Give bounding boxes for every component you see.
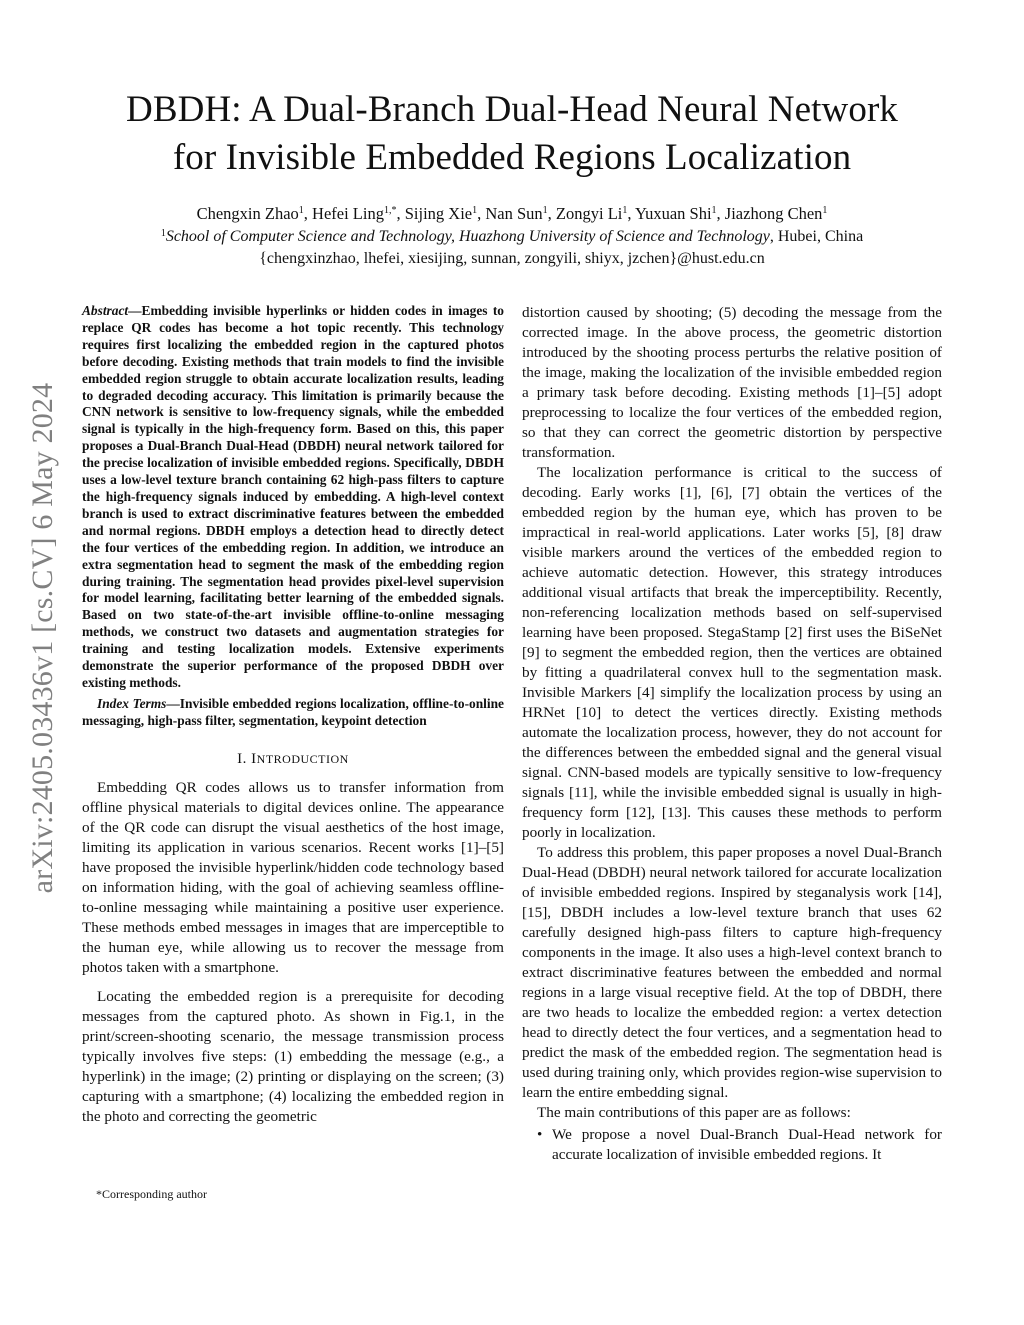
index-terms-label: Index Terms bbox=[97, 695, 167, 711]
body-paragraph: The localization performance is critical to the success of decoding. Early works [1], [6], [7] obtain the vertices of the embedded region by the human eye, which has proven to be impractical in real-world applications. Later works [5], [8] draw visible markers around the vertices of the embedded region to achieve automatic detection. However, this strategy introduces additional visual artifacts that break the imperceptibility. Recently, non-referencing localization methods based on self-supervised learning have been proposed. StegaStamp [2] first uses the BiSeNet [9] to segment the embedded region, then the vertices are obtained by fitting a quadrilateral convex hull to the segmentation mask. Invisible Markers [4] simplify the localization process by using an HRNet [10] to detect the vertices directly. Existing methods automate the localization process, however, they do not account for the differences between the embedded signal and the general visual signal. CNN-based models are typically sensitive to low-frequency signals [11], while the invisible embedded signal is usually in high-frequency form [12], [13]. This causes these methods to perform poorly in localization. bbox=[522, 464, 942, 841]
index-terms-text: —Invisible embedded regions localization, offline-to-online messaging, high-pass filter, segmentation, keypoint detection bbox=[82, 695, 504, 728]
paper-title bbox=[0, 86, 1024, 182]
list-item: • We propose a novel Dual-Branch Dual-Head network for accurate localization of invisible embedded regions. It bbox=[537, 1126, 942, 1163]
body-paragraph: distortion caused by shooting; (5) decoding the message from the corrected image. In the above process, the geometric distortion introduced by the shooting process perturbs the relative position of the image, making the localization of the invisible embedded region a primary task before decoding. Existing methods [1]–[5] adopt preprocessing to localize the four vertices of the embedded region, so that they can correct the geometric distortion by perspective transformation. bbox=[522, 304, 942, 461]
contributions-list bbox=[522, 1125, 942, 1165]
abstract-text: —Embedding invisible hyperlinks or hidden codes in images to replace QR codes has become a hot topic recently. This technology requires first localizing the embedded region in the captured photos before decoding. Existing methods that train models to find the invisible embedded region struggle to obtain accurate localization results, leading to degraded decoding accuracy. This limitation is primarily because the CNN network is sensitive to low-frequency signals, while the embedded signal is typically in the high-frequency form. Based on this, this paper proposes a Dual-Branch Dual-Head (DBDH) neural network tailored for the precise localization of invisible embedded regions. Specifically, DBDH uses a low-level texture branch containing 62 high-pass filters to capture the high-frequency signals induced by embedding. A high-level context branch is used to extract discriminative features between the embedded and normal regions. DBDH employs a detection head to directly detect the four vertices of the embedding region. In addition, we introduce an extra segmentation head to segment the mask of the embedding region during training. The segmentation head provides pixel-level supervision for model learning, facilitating better learning of the embedded signals. Based on two state-of-the-art invisible offline-to-online messaging methods, we construct two datasets and augmentation strategies for training and testing localization models. Extensive experiments demonstrate the superior performance of the proposed DBDH over existing methods. bbox=[82, 303, 504, 690]
abstract-label: Abstract bbox=[82, 303, 129, 318]
author: Jiazhong Chen$^1$ bbox=[724, 204, 828, 223]
author-emails: {chengxinzhao, lhefei, xiesijing, sunnan, zongyili, shiyx, jzchen}@hust.edu.cn bbox=[259, 250, 765, 267]
paper-header bbox=[0, 86, 1024, 270]
left-column bbox=[82, 303, 504, 1127]
body-paragraph: Embedding QR codes allows us to transfer information from offline physical materials to digital devices online. The appearance of the QR code can disrupt the visual aesthetics of the host image, limiting its application in various scenarios. Recent works [1]–[5] have proposed the invisible hyperlink/hidden code technology based on information hiding, with the goal of achieving seamless offline-to-online messaging while maintaining a positive user experience. These methods embed messages in images that are imperceptible to the human eye, while allowing us to recover the message from photos taken with a smartphone. bbox=[82, 778, 504, 976]
arxiv-side-stamp: arXiv:2405.03436v1 [cs.CV] 6 May 2024 bbox=[26, 382, 59, 894]
author-list bbox=[0, 203, 1024, 225]
title-line-2: for Invisible Embedded Regions Localization bbox=[172, 137, 852, 178]
abstract bbox=[82, 303, 504, 692]
author: Sijing Xie$^1$, bbox=[404, 204, 486, 223]
right-column bbox=[522, 303, 942, 1165]
body-paragraph: To address this problem, this paper proposes a novel Dual-Branch Dual-Head (DBDH) neural network tailored for accurate localization of invisible embedded regions. Inspired by steganalysis work [14], [15], DBDH includes a low-level texture branch that uses 62 carefully designed high-pass filters to capture high-frequency components in the image. It also uses a high-level context branch to extract discriminative features between the embedded and normal regions in a large visual receptive field. At the top of DBDH, there are two heads to localize the embedded region: a vertex detection head to directly detect the four vertices, and a segmentation head to predict the mask of the embedded region. The segmentation head is used during training only, which provides region-wise supervision to learn the entire embedding signal. bbox=[522, 844, 942, 1101]
body-paragraph: The main contributions of this paper are as follows: bbox=[537, 1104, 851, 1121]
author: Yuxuan Shi$^1$, bbox=[635, 204, 725, 223]
author: Chengxin Zhao$^1$, bbox=[196, 204, 313, 223]
body-paragraph: Locating the embedded region is a prerequisite for decoding messages from the captured photo. As shown in Fig.1, in the print/screen-shooting scenario, the message transmission process typically involves five steps: (1) embedding the message (e.g., a hyperlink) in the image; (2) printing or displaying on the screen; (3) capturing with a smartphone; (4) localizing the embedded region in the photo and correcting the geometric bbox=[82, 987, 504, 1125]
author: Zongyi Li$^1$, bbox=[555, 204, 635, 223]
title-line-1: DBDH: A Dual-Branch Dual-Head Neural Network bbox=[126, 89, 898, 130]
index-terms bbox=[82, 696, 504, 730]
author: Hefei Ling$^{1,*}$, bbox=[312, 204, 405, 223]
section-heading-introduction: I. INTRODUCTION bbox=[237, 750, 349, 767]
bullet-icon: • bbox=[537, 1126, 543, 1143]
affiliation: $^1$School of Computer Science and Technology, Huazhong University of Science and Technology, Hubei, China bbox=[160, 228, 864, 245]
author: Nan Sun$^1$, bbox=[485, 204, 556, 223]
footnote: *Corresponding author bbox=[96, 1187, 207, 1201]
